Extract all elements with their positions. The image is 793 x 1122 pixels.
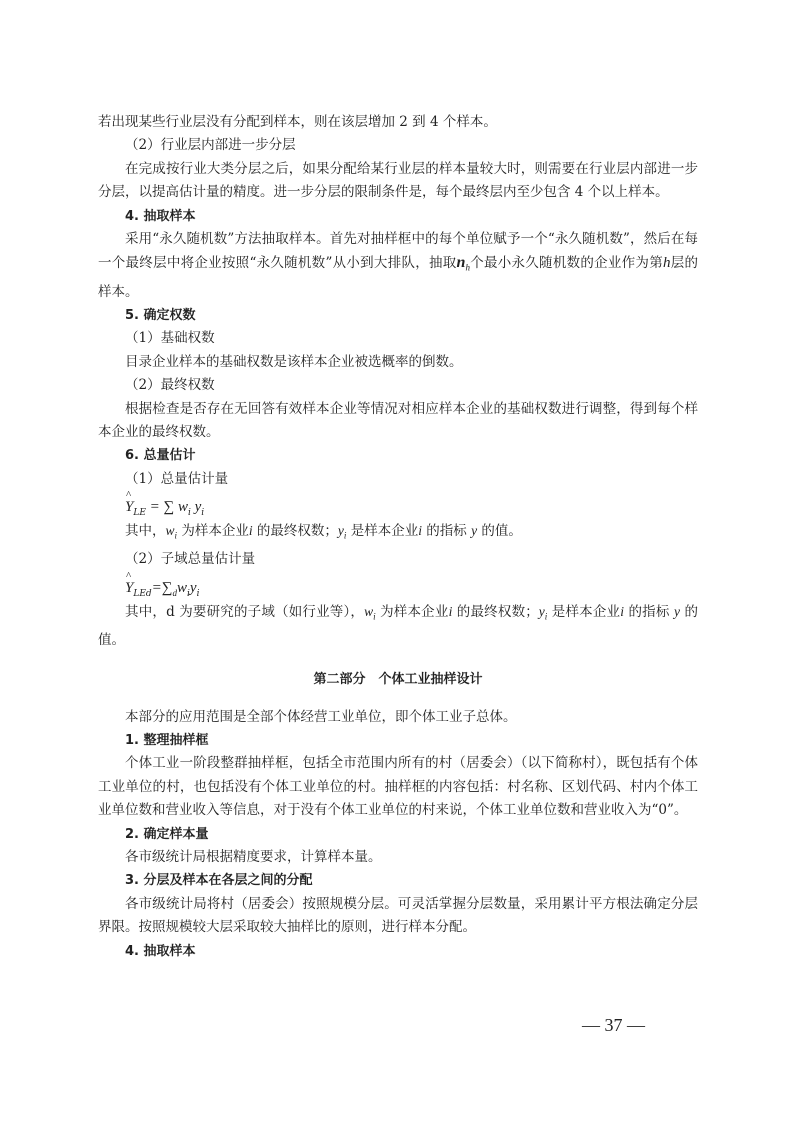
- paragraph: 各市级统计局将村（居委会）按照规模分层。可灵活掌握分层数量，采用累计平方根法确定分层界限。按照规模较大层采取较大抽样比的原则，进行样本分配。: [98, 895, 698, 936]
- paragraph: 采用“永久随机数”方法抽取样本。首先对抽样框中的每个单位赋予一个“永久随机数”，然后在每一个最终层中将企业按照“永久随机数”从小到大排队，抽取$n_h$个最小永久随机数的企业作为第h层的样本。: [98, 231, 699, 300]
- section-heading: 1. 整理抽样框: [125, 733, 209, 748]
- document-body: [98, 111, 698, 963]
- paragraph: 各市级统计局根据精度要求，计算样本量。: [125, 849, 382, 866]
- page-number: — 37 —: [582, 1015, 645, 1035]
- subheading: （1）基础权数: [125, 330, 215, 347]
- formula-total-estimator: ^ $Y_{LE}$ = ∑ $w_i$ $y_i$: [98, 491, 698, 519]
- paragraph: 其中，d 为要研究的子域（如行业等），$w_i$ 为样本企业i 的最终权数；$y_i$ 是样本企业i 的指标 y 的值。: [98, 603, 698, 648]
- subheading: （1）总量估计量: [125, 470, 229, 487]
- subheading: （2）行业层内部进一步分层: [125, 137, 296, 154]
- section-heading: 4. 抽取样本: [125, 208, 196, 224]
- paragraph: 其中，$w_i$ 为样本企业i 的最终权数；$y_i$ 是样本企业i 的指标 y 的值。: [125, 523, 522, 541]
- paragraph: 个体工业一阶段整群抽样框，包括全市范围内所有的村（居委会）（以下简称村），既包括有个体工业单位的村，也包括没有个体工业单位的村。抽样框的内容包括：村名称、区划代码、村内个体工业单位数和营业收入等信息，对于没有个体工业单位的村来说，个体工业单位数和营业收入为“0”。: [98, 755, 698, 819]
- section-heading: 3. 分层及样本在各层之间的分配: [125, 873, 313, 889]
- section-heading: 5. 确定权数: [125, 307, 196, 323]
- section-heading: 4. 抽取样本: [125, 943, 196, 959]
- section-heading: 2. 确定样本量: [125, 826, 209, 842]
- paragraph: 目录企业样本的基础权数是该样本企业被选概率的倒数。: [125, 353, 463, 370]
- formula-subdomain-estimator: ^ $Y_{LEd}=\sum_dw_iy_i$: [98, 572, 698, 600]
- paragraph: 在完成按行业大类分层之后，如果分配给某行业层的样本量较大时，则需要在行业层内部进一步分层，以提高估计量的精度。进一步分层的限制条件是，每个最终层内至少包含 4 个以上样本。: [98, 160, 698, 201]
- section-heading: 6. 总量估计: [125, 448, 196, 464]
- part-title: 第二部分 个体工业抽样设计: [313, 672, 483, 688]
- subheading: （2）最终权数: [125, 377, 215, 394]
- paragraph: 本部分的应用范围是全部个体经营工业单位，即个体工业子总体。: [125, 708, 517, 725]
- subheading: （2）子域总量估计量: [125, 551, 256, 568]
- paragraph: 根据检查是否存在无回答有效样本企业等情况对相应样本企业的基础权数进行调整，得到每个样本企业的最终权数。: [98, 400, 698, 440]
- paragraph: 若出现某些行业层没有分配到样本，则在该层增加 2 到 4 个样本。: [98, 114, 497, 130]
